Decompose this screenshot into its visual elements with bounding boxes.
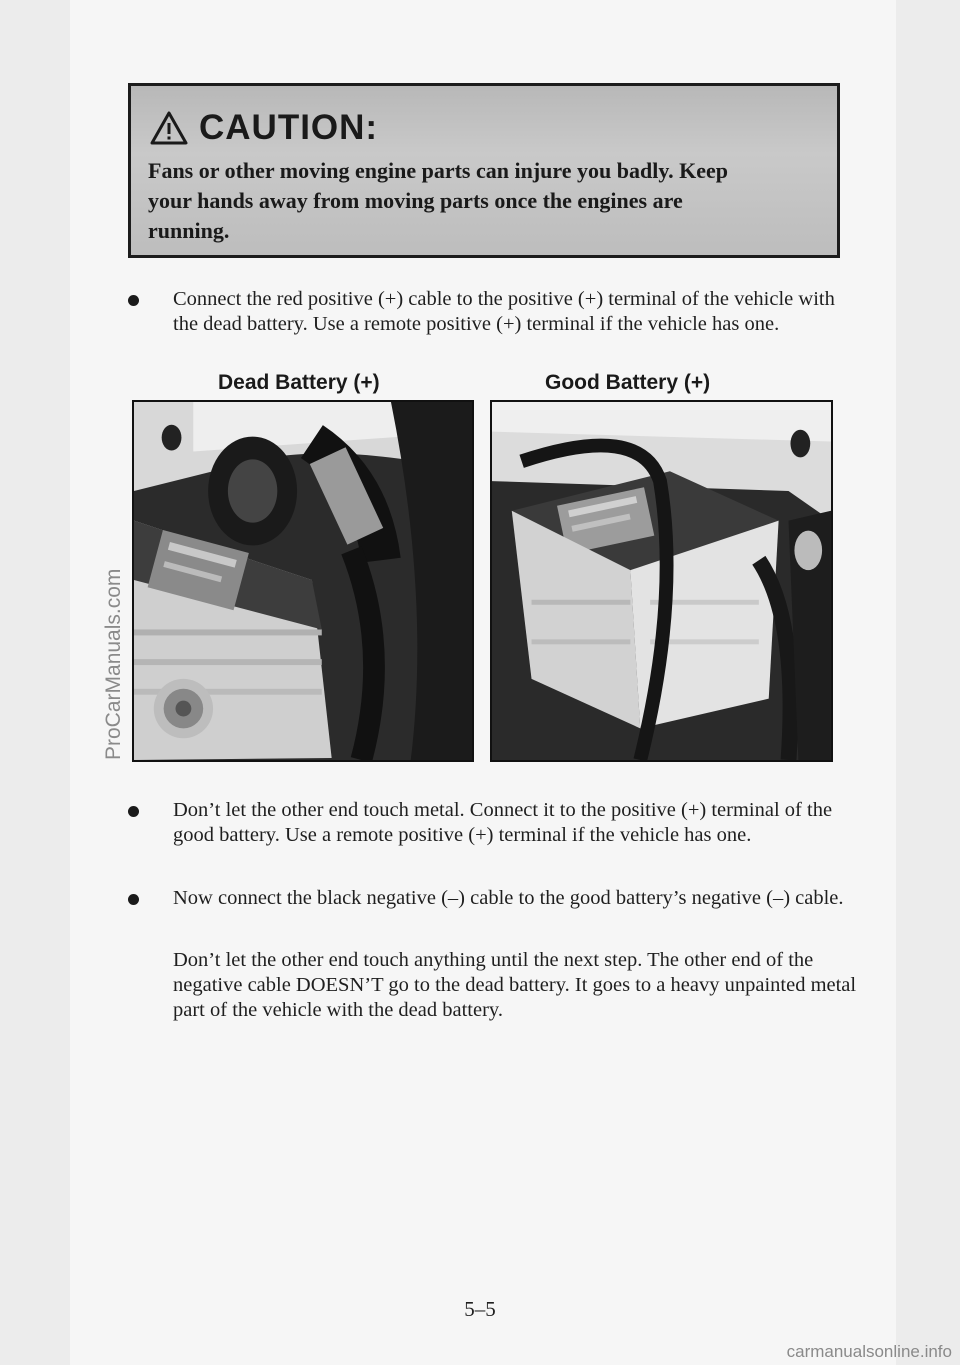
- bullet-icon: [128, 295, 139, 306]
- bullet-icon: [128, 894, 139, 905]
- caution-heading: [149, 108, 378, 148]
- list-item: [128, 886, 848, 911]
- caution-title: CAUTION:: [199, 108, 379, 147]
- page-number: 5–5: [464, 1297, 496, 1321]
- bullet-icon: [128, 806, 139, 817]
- list-item-text: Now connect the black negative (–) cable to the good battery’s negative (–) cable.: [173, 887, 844, 909]
- list-item-text: Don’t let the other end touch metal. Connect it to the positive (+) terminal of the good battery. Use a remote positive (+) terminal if the vehicle has one.: [173, 799, 833, 846]
- caution-box: [128, 83, 840, 258]
- list-item: [128, 287, 848, 337]
- dead-battery-label: Dead Battery (+): [218, 371, 380, 394]
- list-item-text: Connect the red positive (+) cable to the positive (+) terminal of the vehicle with the dead battery. Use a remote positive (+) terminal if the vehicle has one.: [173, 288, 835, 335]
- good-battery-photo: [490, 400, 833, 762]
- good-battery-label: Good Battery (+): [545, 371, 711, 394]
- bottom-watermark: carmanualsonline.info: [786, 1342, 952, 1361]
- caution-text: Fans or other moving engine parts can injure you badly. Keep your hands away from moving parts once the engines are running.: [148, 158, 728, 243]
- side-watermark: ProCarManuals.com: [102, 568, 125, 760]
- list-item: [128, 798, 848, 848]
- body-paragraph: Don’t let the other end touch anything until the next step. The other end of the negative cable DOESN’T go to the dead battery. It goes to a heavy unpainted metal part of the vehicle with the dead battery.: [173, 949, 857, 1021]
- warning-triangle-icon: [149, 110, 189, 146]
- dead-battery-photo: [132, 400, 474, 762]
